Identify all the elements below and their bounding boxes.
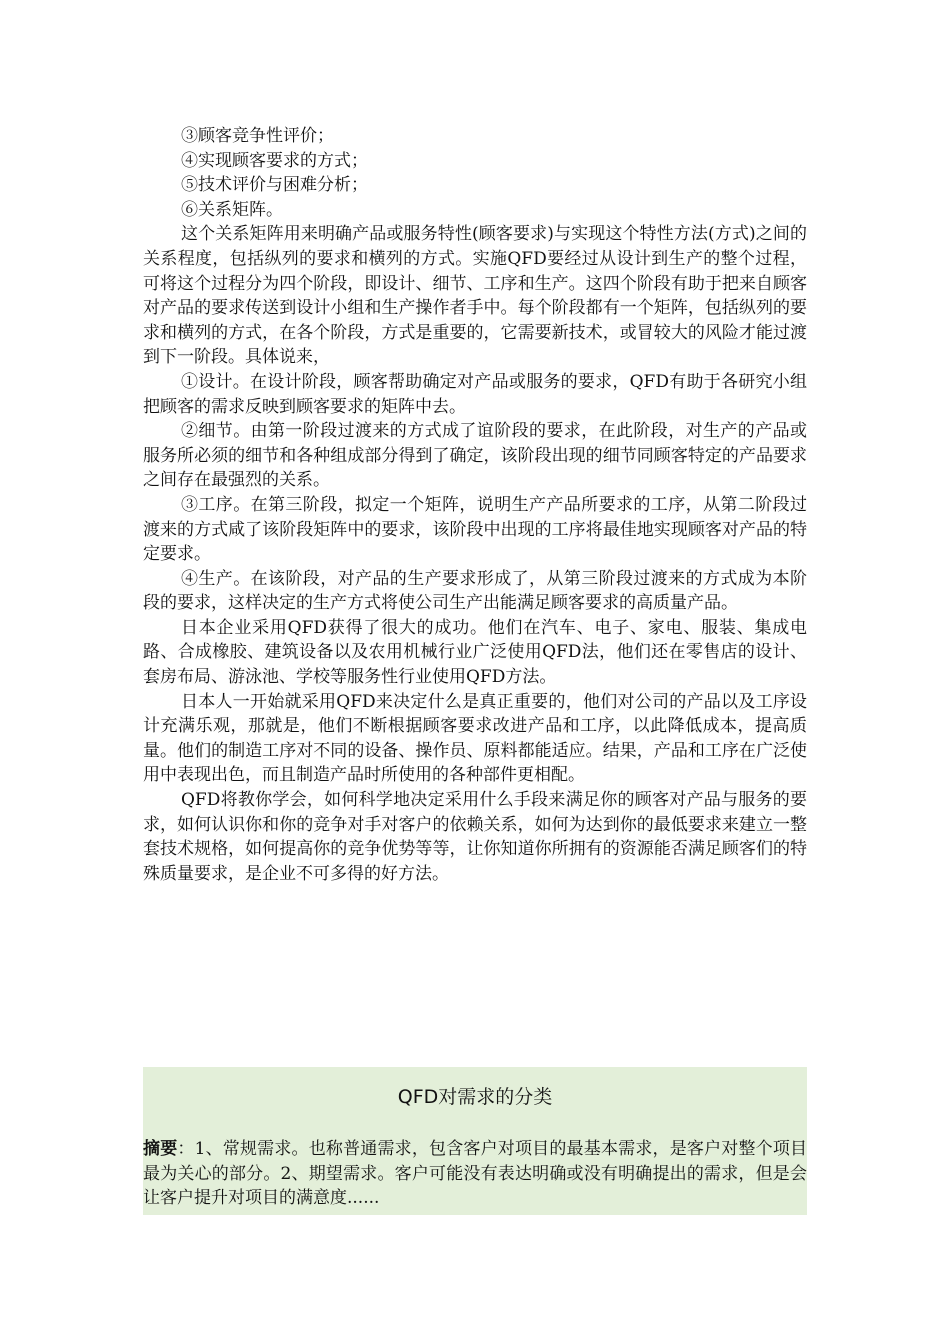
document-body [143,124,807,886]
summary-box [143,1067,807,1215]
paragraph: 日本人一开始就采用QFD来决定什么是真正重要的，他们对公司的产品以及工序设计充满乐观，那就是，他们不断根据顾客要求改进产品和工序，以此降低成本，提高质量。他们的制造工序对不同的设备、操作员、原料都能适应。结果，产品和工序在广泛使用中表现出色，而且制造产品时所使用的各种部件更相配。 [143,691,807,786]
paragraph: ②细节。由第一阶段过渡来的方式成了谊阶段的要求，在此阶段，对生产的产品或服务所必须的细节和各种组成部分得到了确定，该阶段出现的细节同顾客特定的产品要求之间存在最强烈的关系。 [143,421,807,491]
paragraph: ④生产。在该阶段，对产品的生产要求形成了，从第三阶段过渡来的方式成为本阶段的要求，这样决定的生产方式将使公司生产出能满足顾客要求的高质量产品。 [143,568,807,614]
paragraph: ①设计。在设计阶段，顾客帮助确定对产品或服务的要求，QFD有助于各研究小组把顾客的需求反映到顾客要求的矩阵中去。 [143,371,807,417]
list-item: ③顾客竞争性评价； [181,126,334,146]
paragraph: ③工序。在第三阶段，拟定一个矩阵，说明生产产品所要求的工序，从第二阶段过渡来的方式咸了该阶段矩阵中的要求，该阶段中出现的工序将最佳地实现顾客对产品的特定要求。 [143,494,807,565]
summary-body [143,1137,807,1211]
list-item: ⑤技术评价与困难分析； [181,175,368,196]
summary-text: 1、常规需求。也称普通需求，包含客户对项目的最基本需求，是客户对整个项目最为关心的部分。2、期望需求。客户可能没有表达明确或没有明确提出的需求，但是会让客户提升对项目的满意度...... [143,1139,808,1209]
summary-label: 摘要 [143,1139,178,1159]
list-item: ④实现顾客要求的方式； [181,150,368,171]
summary-separator: ： [177,1139,195,1159]
list-item: ⑥关系矩阵。 [181,199,283,220]
summary-title[interactable]: QFD对需求的分类 [397,1086,553,1108]
paragraph: 这个关系矩阵用来明确产品或服务特性(顾客要求)与实现这个特性方法(方式)之间的关系程度，包括纵列的要求和横列的方式。实施QFD要经过从设计到生产的整个过程，可将这个过程分为四个阶段，即设计、细节、工序和生产。这四个阶段有助于把来自顾客对产品的要求传送到设计小组和生产操作者手中。每个阶段都有一个矩阵，包括纵列的要求和横列的方式，在各个阶段，方式是重要的，它需要新技术，或冒较大的风险才能过渡到下一阶段。具体说来， [143,224,807,368]
paragraph: QFD将教你学会，如何科学地决定采用什么手段来满足你的顾客对产品与服务的要求，如何认识你和你的竞争对手对客户的依赖关系，如何为达到你的最低要求来建立一整套技术规格，如何提高你的竞争优势等等，让你知道你所拥有的资源能否满足顾客们的特殊质量要求，是企业不可多得的好方法。 [143,790,807,884]
paragraph: 日本企业采用QFD获得了很大的成功。他们在汽车、电子、家电、服装、集成电路、合成橡胶、建筑设备以及农用机械行业广泛使用QFD法，他们还在零售店的设计、套房布局、游泳池、学校等服务性行业使用QFD方法。 [143,617,807,688]
